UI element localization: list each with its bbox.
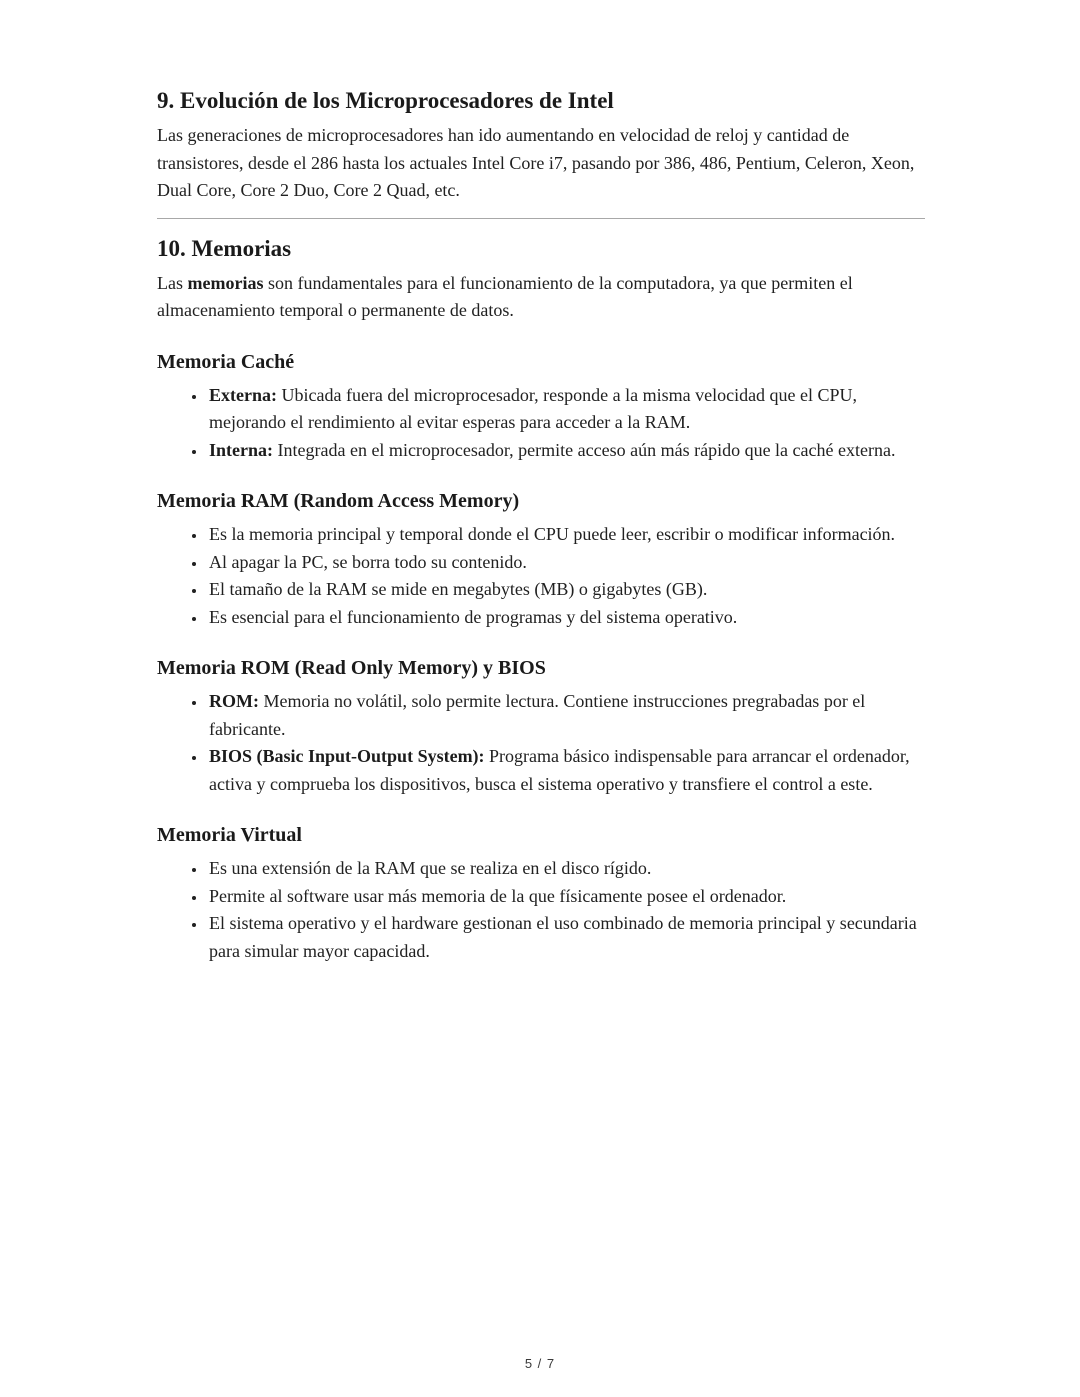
- section-evolucion-intel: [157, 86, 925, 205]
- virtual-item: [207, 910, 925, 965]
- intro-text-pre: Las: [157, 272, 188, 293]
- bullet-lead-bold: Interna:: [209, 439, 273, 460]
- subsection-cache-heading: Memoria Caché: [157, 350, 295, 373]
- virtual-bullet-list: [157, 855, 925, 965]
- ram-item: [207, 549, 925, 577]
- ram-item: [207, 521, 925, 549]
- ram-item: [207, 604, 925, 632]
- bullet-lead-bold: ROM:: [209, 691, 259, 711]
- subsection-virtual-heading: Memoria Virtual: [157, 824, 302, 846]
- cache-bullet-list: [157, 382, 925, 465]
- ram-item: [207, 576, 925, 604]
- intro-bold-term: memorias: [187, 272, 264, 293]
- bullet-text: Es la memoria principal y temporal donde el CPU puede leer, escribir o modificar información.: [209, 524, 896, 544]
- virtual-item: [207, 855, 925, 883]
- section-9-paragraph: Las generaciones de microprocesadores han ido aumentando en velocidad de reloj y cantidad de transistores, desde el 286 hasta los actuales Intel Core i7, pasando por 386, 486, Pentium, Celeron, Xeon, Dual Core, Core 2 Duo, Core 2 Quad, etc.: [157, 125, 915, 200]
- section-memorias: [157, 234, 925, 966]
- bullet-text: El sistema operativo y el hardware gestionan el uso combinado de memoria principal y secundaria para simular mayor capacidad.: [209, 913, 917, 961]
- bullet-text: Ubicada fuera del microprocesador, responde a la misma velocidad que el CPU, mejorando el rendimiento al evitar esperas para acceder a la RAM.: [209, 384, 858, 432]
- section-divider: [157, 218, 925, 219]
- bullet-text: Programa básico indispensable para arrancar el ordenador, activa y comprueba los dispositivos, busca el sistema operativo y transfiere el control a este.: [209, 746, 910, 794]
- bullet-text: Memoria no volátil, solo permite lectura. Contiene instrucciones pregrabadas por el fabricante.: [209, 691, 866, 739]
- rom-bullet-list: [157, 688, 925, 798]
- bullet-text: Integrada en el microprocesador, permite acceso aún más rápido que la caché externa.: [273, 439, 896, 460]
- bullet-text: Es esencial para el funcionamiento de programas y del sistema operativo.: [209, 606, 738, 627]
- section-10-heading: 10. Memorias: [157, 235, 292, 261]
- virtual-item: [207, 883, 925, 911]
- bullet-text: Al apagar la PC, se borra todo su contenido.: [209, 551, 527, 572]
- bullet-lead-bold: Externa:: [209, 384, 277, 405]
- section-10-intro-paragraph: [157, 270, 925, 325]
- intro-text-post: son fundamentales para el funcionamiento de la computadora, ya que permiten el almacenamiento temporal o permanente de datos.: [157, 272, 853, 320]
- cache-item-externa: [207, 382, 925, 437]
- rom-item-bios: [207, 743, 925, 798]
- ram-bullet-list: [157, 521, 925, 631]
- subsection-rom-heading: Memoria ROM (Read Only Memory) y BIOS: [157, 657, 546, 679]
- page-number: 5 / 7: [524, 1356, 556, 1371]
- section-9-heading: 9. Evolución de los Microprocesadores de Intel: [157, 88, 614, 113]
- bullet-lead-bold: BIOS (Basic Input-Output System):: [209, 746, 485, 766]
- rom-item-rom: [207, 688, 925, 743]
- subsection-ram-heading: Memoria RAM (Random Access Memory): [157, 490, 520, 512]
- bullet-text: Es una extensión de la RAM que se realiza en el disco rígido.: [209, 858, 652, 878]
- bullet-text: El tamaño de la RAM se mide en megabytes (MB) o gigabytes (GB).: [209, 579, 708, 599]
- bullet-text: Permite al software usar más memoria de la que físicamente posee el ordenador.: [209, 885, 787, 906]
- cache-item-interna: [207, 437, 925, 465]
